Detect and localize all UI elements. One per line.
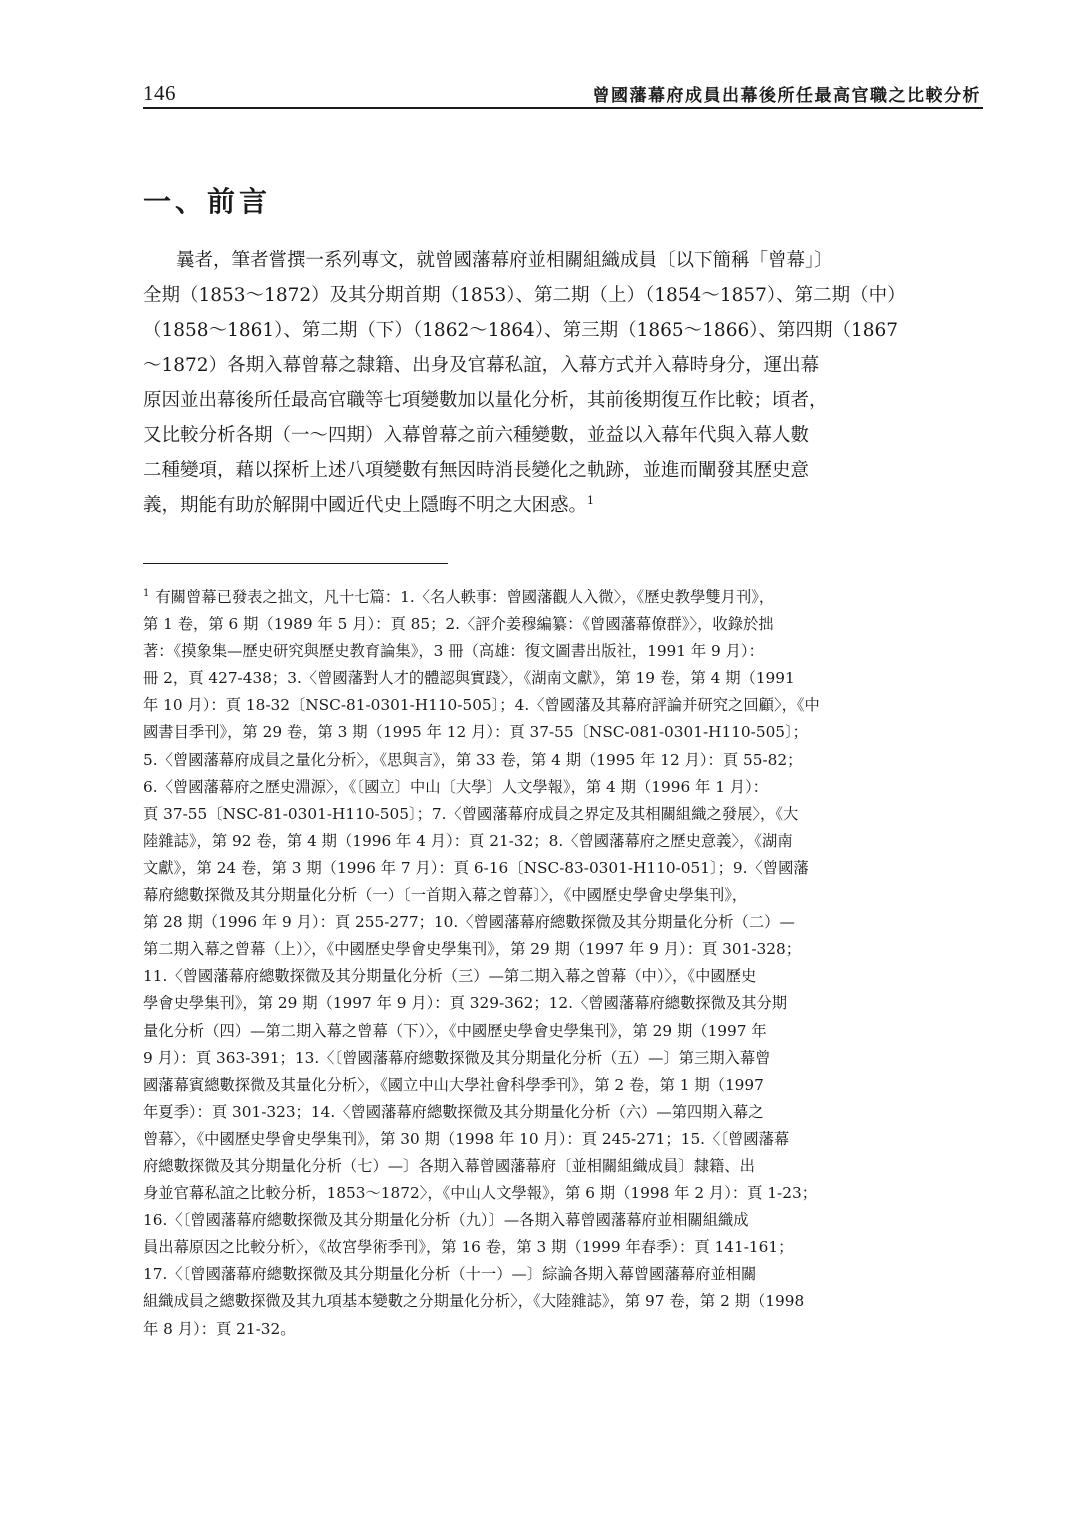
page-number: 146 [143, 81, 176, 105]
section-heading: 一、前言 [143, 185, 272, 218]
footnote-line: 冊 2，頁 427-438；3.〈曾國藩對人才的體認與實踐〉，《湖南文獻》，第 19 卷，第 4 期（1991 [143, 669, 795, 688]
footnote-line: 年夏季）：頁 301-323；14.〈曾國藩幕府總數探微及其分期量化分析（六）—第四期入幕之 [143, 1102, 764, 1121]
paragraph-line: （1858～1861）、第二期（下）（1862～1864）、第三期（1865～1866）、第四期（1867 [143, 320, 899, 341]
footnote-line: 年 8 月）：頁 21-32。 [143, 1319, 296, 1338]
footnote-line: 組織成員之總數探微及其九項基本變數之分期量化分析〉，《大陸雜誌》，第 97 卷，第 2 期（1998 [143, 1292, 805, 1311]
footnote-line: 量化分析（四）—第二期入幕之曾幕（下）〉，《中國歷史學會史學集刊》，第 29 期（1997 年 [143, 1021, 767, 1040]
footnote-line: 第二期入幕之曾幕（上）〉，《中國歷史學會史學集刊》，第 29 期（1997 年 9 月）：頁 301-328； [143, 940, 802, 959]
paragraph-line: 曩者，筆者嘗撰一系列專文，就曾國藩幕府並相關組織成員〔以下簡稱「曾幕」〕 [176, 250, 833, 271]
footnote-line: 幕府總數探微及其分期量化分析（一）〔一首期入幕之曾幕〕〉，《中國歷史學會史學集刊》， [143, 886, 748, 905]
footnote-line: 著：《摸象集—歷史研究與歷史教育論集》，3 冊（高雄：復文圖書出版社，1991 年 9 月）： [143, 642, 764, 661]
footnote-line: 國藩幕賓總數探微及其量化分析〉，《國立中山大學社會科學季刊》，第 2 卷，第 1 期（1997 [143, 1075, 764, 1094]
paragraph-line: 二種變項，藉以探析上述八項變數有無因時消長變化之軌跡，並進而闡發其歷史意 [143, 460, 810, 481]
paragraph-line: 全期（1853～1872）及其分期首期（1853）、第二期（上）（1854～1857）、第二期（中） [143, 285, 906, 306]
footnote-line: 員出幕原因之比較分析〉，《故宮學術季刊》，第 16 卷，第 3 期（1999 年春季）：頁 141-161； [143, 1238, 794, 1257]
footnote-line: 文獻》，第 24 卷，第 3 期（1996 年 7 月）：頁 6-16〔NSC-83-0301-H110-051〕；9.〈曾國藩 [143, 858, 809, 877]
footnote-line: 曾幕〉，《中國歷史學會史學集刊》，第 30 期（1998 年 10 月）：頁 245-271；15.〈〔曾國藩幕 [143, 1129, 790, 1148]
footnote-line: 9 月）：頁 363-391；13.〈〔曾國藩幕府總數探微及其分期量化分析（五）—〕第三期入幕曾 [143, 1048, 771, 1067]
footnote-line: 17.〈〔曾國藩幕府總數探微及其分期量化分析（十一）—〕綜論各期入幕曾國藩幕府並相關 [143, 1265, 757, 1284]
footnote-line: 國書目季刊》，第 29 卷，第 3 期（1995 年 12 月）：頁 37-55〔NSC-081-0301-H110-505〕； [143, 723, 808, 742]
footnote-line-text: 有關曾幕已發表之拙文，凡十七篇：1.〈名人軼事：曾國藩觀人入微〉，《歷史教學雙月刊》， [155, 588, 775, 606]
paragraph-line-text: 義，期能有助於解開中國近代史上隱晦不明之大困惑。 [143, 495, 588, 516]
footnote-line: 陸雜誌》，第 92 卷，第 4 期（1996 年 4 月）：頁 21-32；8.〈曾國藩幕府之歷史意義〉，《湖南 [143, 831, 793, 850]
footnote-line: 第 28 期（1996 年 9 月）：頁 255-277；10.〈曾國藩幕府總數探微及其分期量化分析（二）— [143, 913, 795, 932]
footnote-line: 府總數探微及其分期量化分析（七）—〕各期入幕曾國藩幕府〔並相關組織成員〕隸籍、出 [143, 1156, 755, 1175]
footnote-line: 頁 37-55〔NSC-81-0301-H110-505〕；7.〈曾國藩幕府成員之界定及其相關組織之發展〉，《大 [143, 804, 799, 823]
footnote-rule [143, 563, 448, 564]
footnote-line: 11.〈曾國藩幕府總數探微及其分期量化分析（三）—第二期入幕之曾幕（中）〉，《中國歷史 [143, 967, 757, 986]
footnote-line: 6.〈曾國藩幕府之歷史淵源〉，《〔國立〕中山〔大學〕人文學報》，第 4 期（1996 年 1 月）： [143, 777, 769, 796]
footnote-line: 身並官幕私誼之比較分析，1853～1872〉，《中山人文學報》，第 6 期（1998 年 2 月）：頁 1-23； [143, 1184, 817, 1203]
footnote-line: 第 1 卷，第 6 期（1989 年 5 月）：頁 85；2.〈評介姜穆編纂：《曾國藩幕僚群》〉，收錄於拙 [143, 615, 774, 634]
paragraph-line-last [143, 488, 981, 523]
header-rule [143, 107, 983, 109]
footnote-line: 學會史學集刊》，第 29 期（1997 年 9 月）：頁 329-362；12.〈曾國藩幕府總數探微及其分期 [143, 994, 788, 1013]
footnote-mark: 1 [143, 587, 150, 599]
paragraph-line: ～1872）各期入幕曾幕之隸籍、出身及官幕私誼，入幕方式并入幕時身分，運出幕 [143, 355, 820, 376]
footnote [143, 584, 981, 1343]
footnote-line: 年 10 月）：頁 18-32〔NSC-81-0301-H110-505〕；4.〈曾國藩及其幕府評論并研究之回顧〉，《中 [143, 696, 820, 715]
running-header [143, 72, 981, 106]
running-title: 曾國藩幕府成員出幕後所任最高官職之比較分析 [592, 86, 981, 106]
paragraph-line: 又比較分析各期（一～四期）入幕曾幕之前六種變數，並益以入幕年代與入幕人數 [143, 425, 810, 446]
body-paragraph [143, 243, 981, 523]
footnote-line: 5.〈曾國藩幕府成員之量化分析〉，《思與言》，第 33 卷，第 4 期（1995 年 12 月）：頁 55-82； [143, 750, 803, 769]
paragraph-line: 原因並出幕後所任最高官職等七項變數加以量化分析，其前後期復互作比較；頃者， [143, 390, 828, 411]
footnote-line: 16.〈〔曾國藩幕府總數探微及其分期量化分析（九）〕—各期入幕曾國藩幕府並相關組織成 [143, 1211, 749, 1230]
footnote-reference[interactable]: 1 [587, 493, 595, 507]
footnote-line-first [143, 584, 981, 611]
